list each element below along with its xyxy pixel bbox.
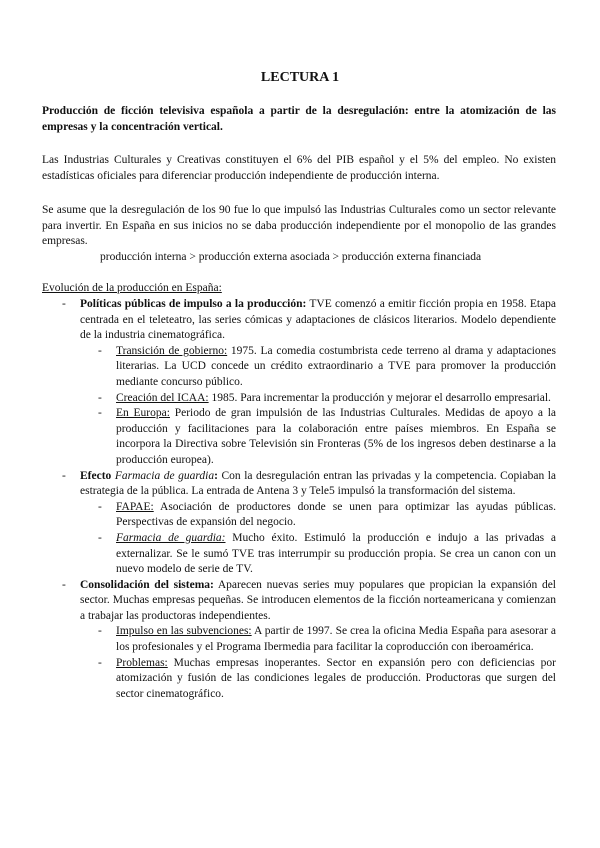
document-title: LECTURA 1 [260,70,340,85]
item-text: TVE comenzó a emitir ficción propia en 1958. Etapa centrada en el teleteatro, las series cómicas y adaptaciones de clásicos literarios. Modelo dependiente de la industria cinematográfica. [80,298,557,342]
sub-item-label: FAPAE: [116,500,154,513]
sub-item-problemas [80,656,556,703]
sub-item-text: 1975. La comedia costumbrista cede terreno al drama y adaptaciones literarias. La UCD concede un crédito extraordinario a TVE para promover la producción mediante concurso público. [116,344,556,388]
sub-item-label: Transición de gobierno: [116,344,228,357]
sub-item-label: Problemas: [116,656,168,669]
sub-item-text: 1985. Para incrementar la producción y mejorar el desarrollo empresarial. [208,391,551,404]
evolution-list [42,297,556,702]
sub-item-fapae [80,500,556,531]
paragraph-deregulation: Se asume que la desregulación de los 90 fue lo que impulsó las Industrias Culturales como un sector relevante para invertir. En España en sus inicios no se daba producción independiente por el monopolio de las grandes empresas. [42,204,556,248]
sub-item-text: Muchas empresas inoperantes. Sector en expansión pero con deficiencias por atomización y fusión de las condiciones legales de producción. Productoras que surgen del sector cinematográfico. [116,656,556,700]
sub-item-subvenciones [80,624,556,655]
item-lead-end: : [214,469,218,482]
sub-item-text: Periodo de gran impulsión de las Industrias Culturales. Medidas de apoyo a la producción y facilitaciones para la colaboración entre países miembros. En España se incorpora la Directiva sobre Televisión sin Fronteras (5% de los ingresos deben destinarse a la producción europea). [116,407,556,466]
item-text: Con la desregulación entran las privadas y la competencia. Copiaban la estrategia de la pública. La entrada de Antena 3 y Tele5 impulsó la transformación del sistema. [80,469,557,498]
sublist [80,344,556,469]
list-item-efecto-farmacia [42,469,556,578]
sub-item-text: Mucho éxito. Estimuló la producción e indujo a las privadas a externalizar. Se le sumó TVE tras interrumpir su producción propia. Se crea un canon con un nuevo modelo de serie de TV. [116,531,556,576]
sub-item-label: Farmacia de guardia: [116,531,226,544]
sublist [80,500,556,578]
sub-item-europa [80,406,556,468]
sublist [80,624,556,702]
sub-item-label: En Europa: [116,407,170,420]
sub-item-label: Creación del ICAA: [116,391,209,404]
article-heading: Producción de ficción televisiva española a partir de la desregulación: entre la atomización de las empresas y la concentración vertical. [42,105,556,133]
list-item-public-policies [42,297,556,469]
sub-item-label: Impulso en las subvenciones: [116,625,252,638]
sub-item-text: A partir de 1997. Se crea la oficina Media España para asesorar a los profesionales y el Programa Ibermedia para facilitar la coproducción con iberoamérica. [116,625,556,654]
sub-item-transicion [80,344,556,391]
item-lead-italic: Farmacia de guardia [114,469,215,482]
item-lead: Efecto [80,469,112,482]
sub-item-text: Asociación de productores donde se unen para optimizar las ayudas públicas. Perspectivas de expansión del negocio. [116,500,556,529]
sub-item-icaa [80,391,556,407]
production-formula: producción interna > producción externa asociada > producción externa financiada [100,251,482,263]
section-title: Evolución de la producción en España: [42,282,222,294]
item-lead: Consolidación del sistema: [80,578,214,591]
list-item-consolidacion [42,578,556,703]
paragraph-intro: Las Industrias Culturales y Creativas constituyen el 6% del PIB español y el 5% del empleo. No existen estadísticas oficiales para diferenciar producción independiente de producción interna. [42,154,556,182]
item-lead: Políticas públicas de impulso a la producción: [80,298,307,310]
sub-item-farmacia [80,531,556,578]
item-text: Aparecen nuevas series muy populares que propician la expansión del sector. Muchas empresas pequeñas. Se introducen elementos de la ficción norteamericana y comienzan a trabajar las productoras independientes. [80,578,556,622]
